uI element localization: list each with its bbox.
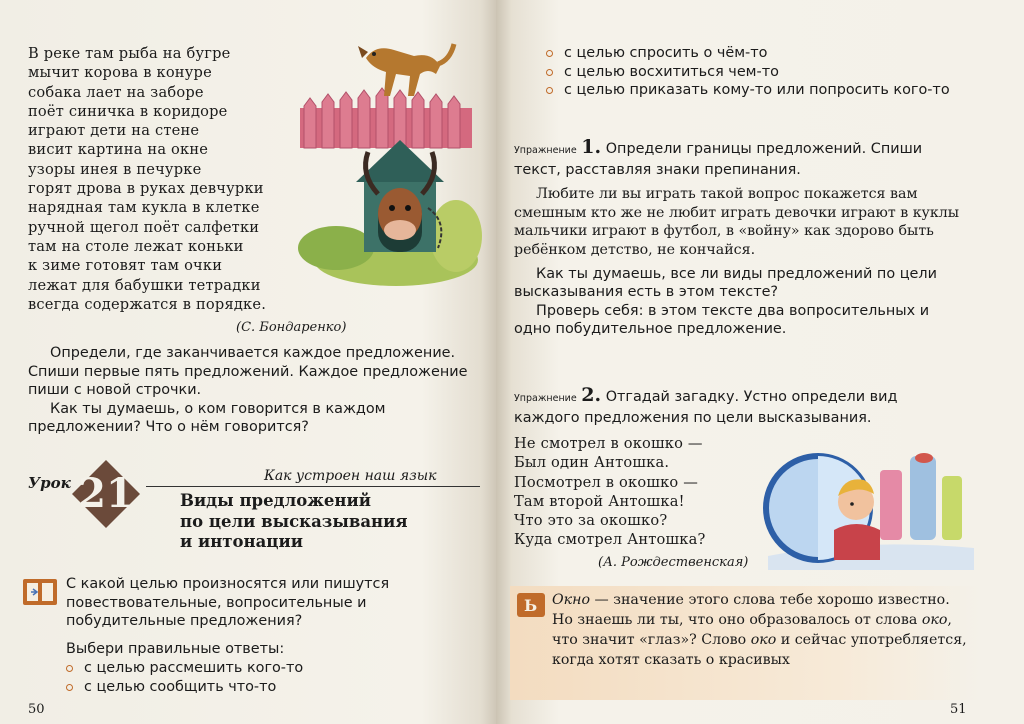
riddle <box>514 434 706 550</box>
answer-list-continued <box>546 44 976 100</box>
bullet-icon <box>66 665 73 672</box>
task-block <box>28 344 480 437</box>
bullet-icon <box>66 684 73 691</box>
answer-list <box>66 659 480 696</box>
poem-line: там на столе лежат коньки <box>28 237 244 255</box>
right-page <box>496 0 1024 724</box>
poem-line: всегда содержатся в порядке. <box>28 295 267 313</box>
exercise-label: Упражнение <box>514 145 577 156</box>
section-title: Как устроен наш язык <box>264 468 437 484</box>
poem-line: к зиме готовят там очки <box>28 257 223 275</box>
exercise-1-question: Как ты думаешь, все ли виды предложений по цели высказывания есть в этом тексте? <box>514 265 937 301</box>
page-number: 50 <box>28 702 45 717</box>
answer-option <box>546 81 976 100</box>
illustration-mirror-boy <box>760 446 976 570</box>
poem-line: нарядная там кукла в клетке <box>28 199 260 217</box>
lesson-badge <box>70 458 142 530</box>
bullet-icon <box>546 69 553 76</box>
exercise-2-task <box>514 386 966 427</box>
bullet-icon <box>546 87 553 94</box>
note-word: око <box>921 612 948 628</box>
poem-line: лежат для бабушки тетрадки <box>28 276 261 294</box>
answer-option <box>66 659 480 678</box>
note-word: око <box>750 632 777 648</box>
lesson-question: С какой целью произносятся или пишутся повествовательные, вопросительные и побудительные предложения? <box>66 576 390 630</box>
poem-line: В реке там рыба на бугре <box>28 45 231 62</box>
exercise-1-text: Любите ли вы играть такой вопрос покажется вам смешным кто же не любит играть девочки играют в куклы мальчики играют в футбол, в «войну» как здорово быть ребёнком детство, не кончайся. <box>514 186 960 258</box>
exercise-label: Упражнение <box>514 393 577 404</box>
lesson-title-line: Виды предложений <box>180 491 371 510</box>
dictionary-icon <box>516 592 546 618</box>
lesson-rule <box>146 486 480 487</box>
exercise-1-task <box>514 138 966 179</box>
exercise-1 <box>514 138 966 339</box>
poem-line: узоры инея в печурке <box>28 160 202 178</box>
note-text: — значение этого слова тебе хорошо известно. Но знаешь ли ты, что оно образовалось от слова <box>552 592 950 628</box>
poem-author: (С. Бондаренко) <box>236 320 347 335</box>
exercise-1-check: Проверь себя: в этом тексте два вопросительных и одно побудительное предложение. <box>514 302 930 338</box>
poem <box>28 44 266 314</box>
left-page <box>0 0 496 724</box>
vocabulary-note <box>510 586 980 700</box>
lesson-number: 21 <box>78 470 134 517</box>
riddle-line: Был один Антошка. <box>514 454 670 472</box>
note-text: , что значит «глаз»? Слово <box>552 612 952 648</box>
page-number: 51 <box>950 702 967 717</box>
answer-text: с целью приказать кому-то или попросить кого-то <box>564 82 950 99</box>
exercise-number: 1. <box>581 136 602 158</box>
svg-text:Ь: Ь <box>524 596 538 615</box>
answer-text: с целью сообщить что-то <box>84 678 277 695</box>
riddle-author: (А. Рождественская) <box>598 555 749 570</box>
vocabulary-note-text <box>552 590 968 670</box>
exercise-2 <box>514 386 966 427</box>
exercise-task-text: Определи границы предложений. Спиши текст, расставляя знаки препинания. <box>514 141 923 178</box>
riddle-line: Там второй Антошка! <box>514 492 685 510</box>
poem-line: висит картина на окне <box>28 141 209 159</box>
poem-line: мычит корова в конуре <box>28 64 212 82</box>
note-text: и сейчас употребляется, когда хотят сказать о красивых <box>552 632 967 668</box>
dog <box>358 44 454 96</box>
lesson-title-line: по цели высказывания <box>180 511 408 531</box>
riddle-line: Что это за окошко? <box>514 512 668 530</box>
riddle-line: Не смотрел в окошко — <box>514 435 703 452</box>
answer-text: с целью спросить о чём-то <box>564 45 768 61</box>
lesson-title-line: и интонации <box>180 532 303 551</box>
answer-text: с целью восхититься чем-то <box>564 63 779 80</box>
poem-line: играют дети на стене <box>28 122 200 140</box>
bullet-icon <box>546 50 553 57</box>
choose-prompt: Выбери правильные ответы: <box>66 641 285 657</box>
answer-text: с целью рассмешить кого-то <box>84 660 304 676</box>
exercise-number: 2. <box>581 384 602 406</box>
task-question: Как ты думаешь, о ком говорится в каждом предложении? Что о нём говорится? <box>28 400 386 436</box>
answer-option <box>546 63 976 82</box>
lesson-word: Урок <box>28 474 71 492</box>
poem-line: ручной щегол поёт салфетки <box>28 218 260 236</box>
lesson-title <box>180 491 408 553</box>
exercise-task-text: Отгадай загадку. Устно определи вид каждого предложения по цели высказывания. <box>514 389 898 426</box>
illustration-dog-cow <box>296 36 482 292</box>
riddle-line: Посмотрел в окошко — <box>514 473 699 491</box>
answer-option <box>546 44 976 63</box>
task-text: Определи, где заканчивается каждое предложение. Спиши первые пять предложений. Каждое предложение пиши с новой строчки. <box>28 345 468 399</box>
answer-option <box>66 678 480 697</box>
riddle-line: Куда смотрел Антошка? <box>514 531 706 549</box>
open-book-icon <box>22 578 58 606</box>
note-word: Окно <box>552 592 590 608</box>
poem-line: собака лает на заборе <box>28 83 204 101</box>
poem-line: горят дрова в руках девчурки <box>28 180 264 198</box>
poem-line: поёт синичка в коридоре <box>28 102 228 120</box>
